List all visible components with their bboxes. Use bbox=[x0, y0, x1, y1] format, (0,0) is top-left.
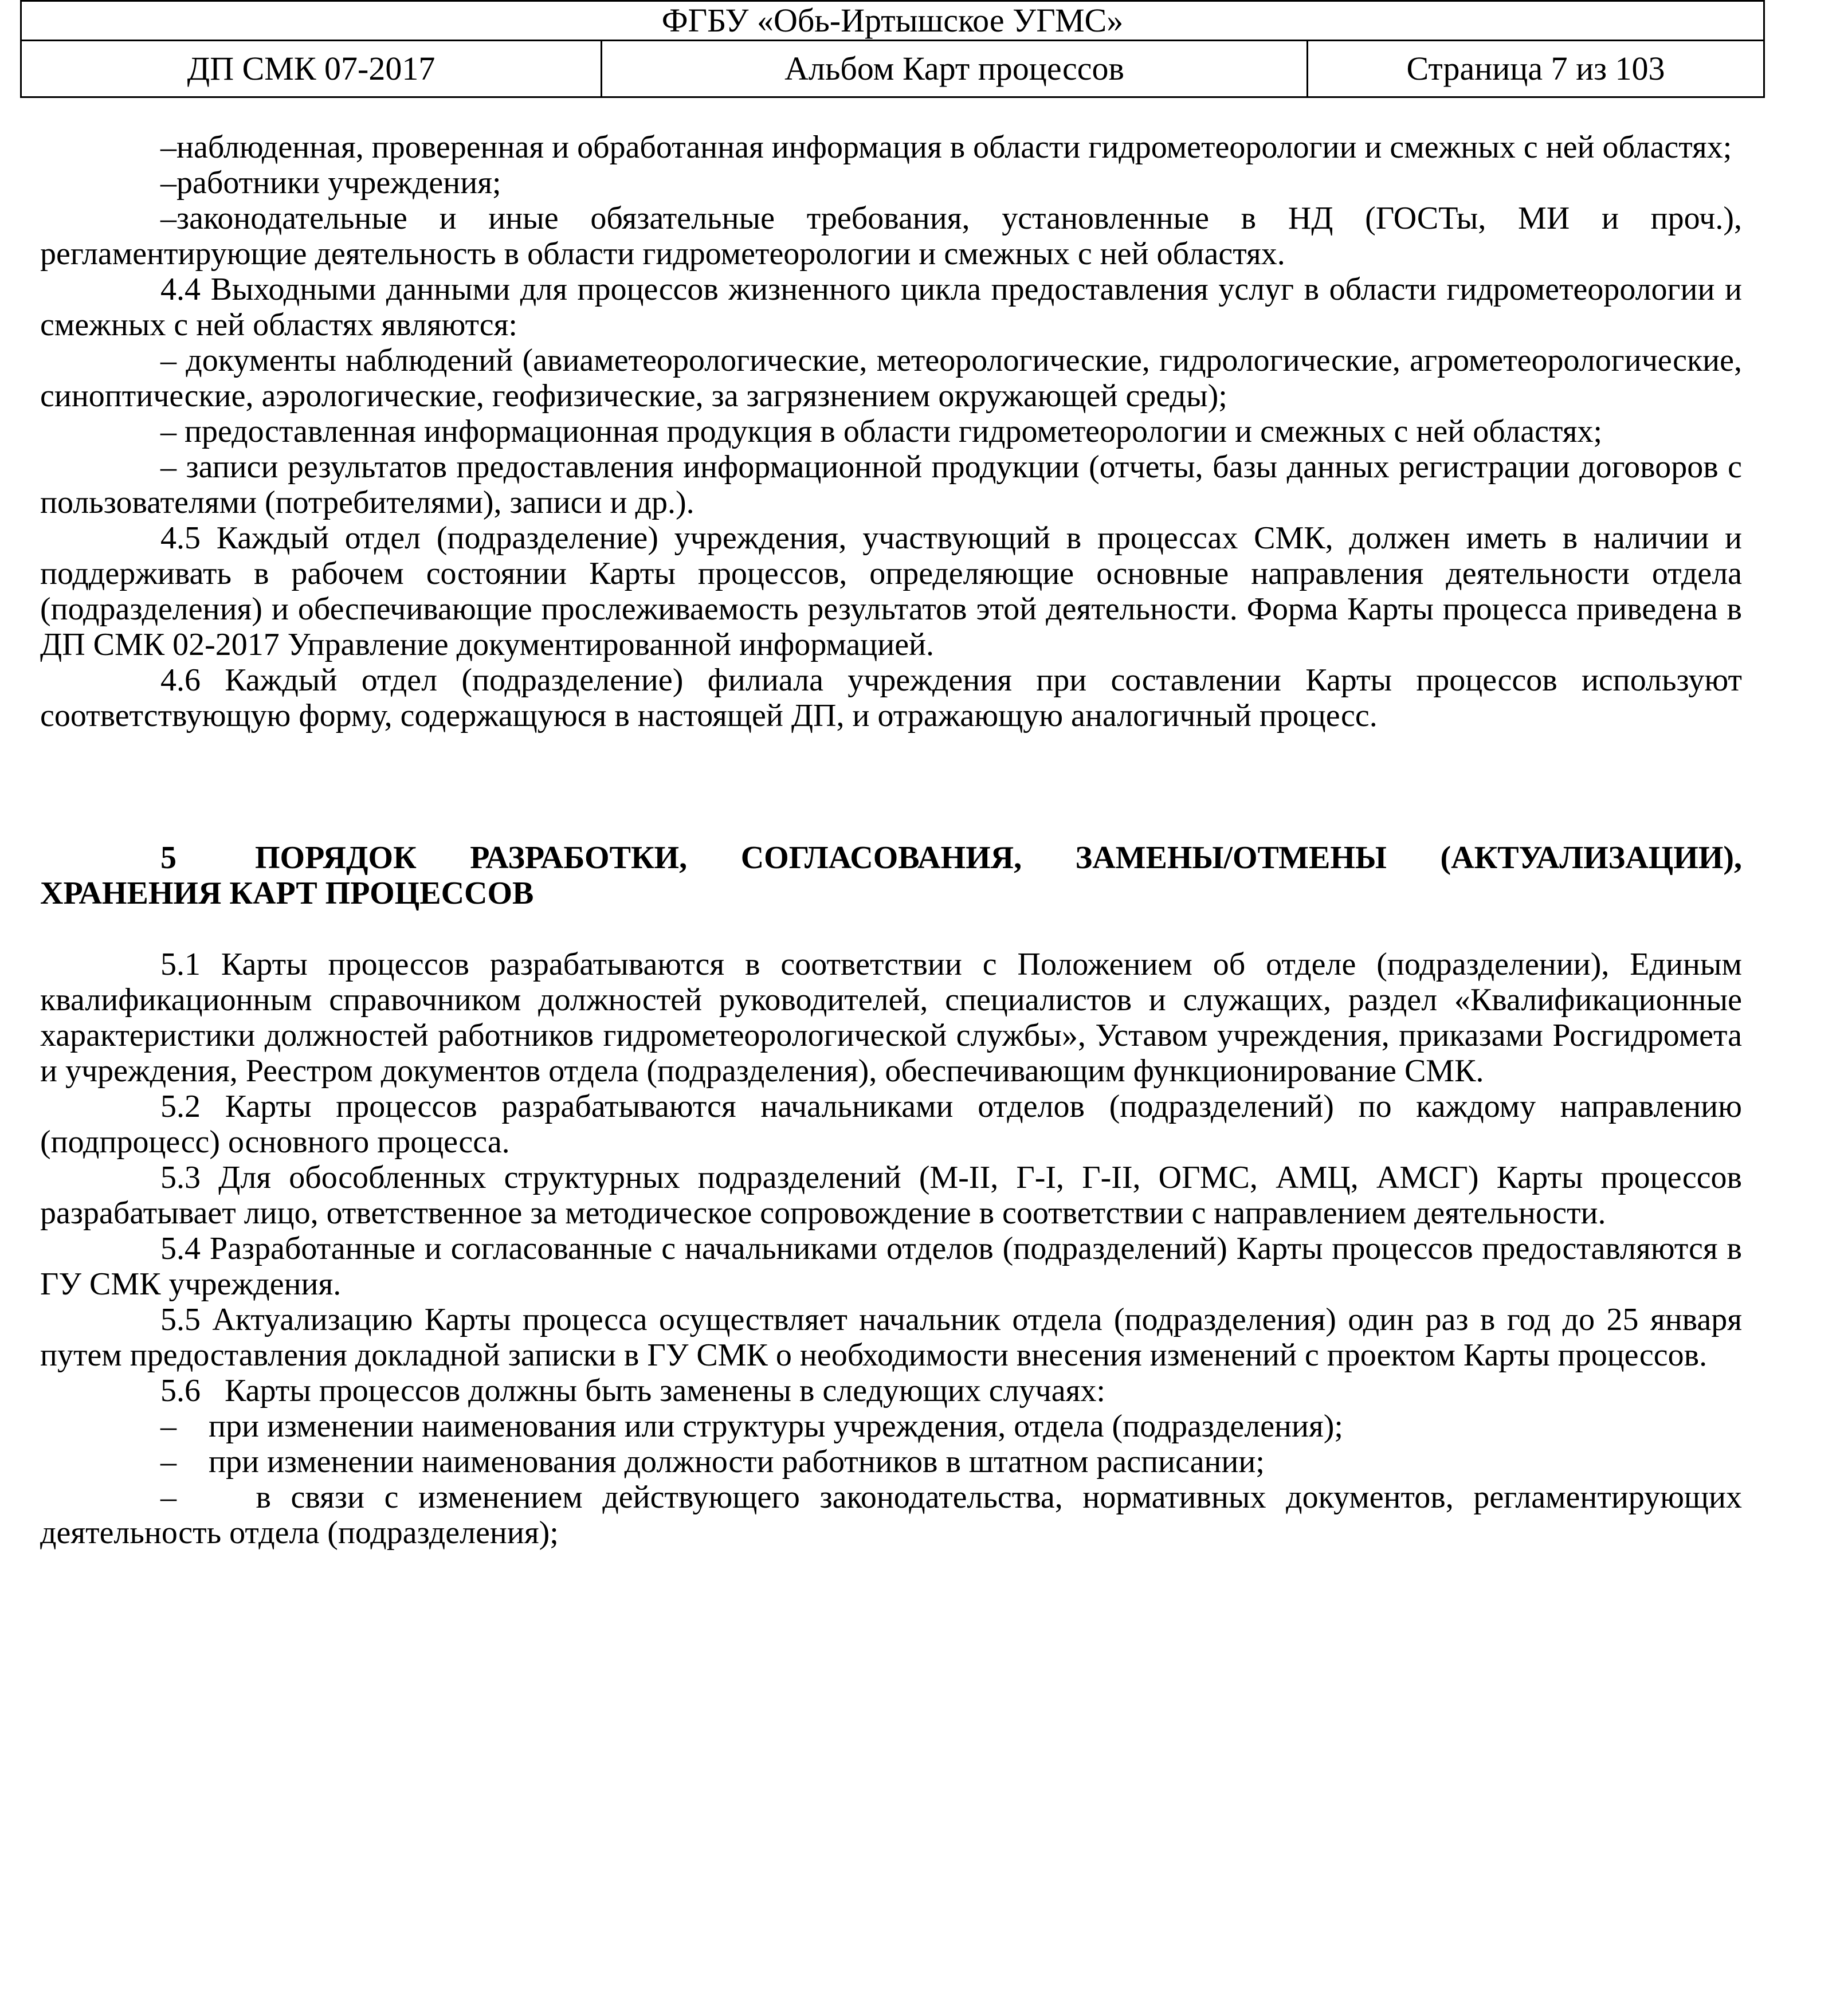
section-number: 5 bbox=[160, 840, 176, 876]
paragraph-4-5: 4.5 Каждый отдел (подразделение) учреждения, участвующий в процессах СМК, должен иметь в наличии и поддерживать в рабочем состоянии Карты процессов, определяющие основные направления деятельности отдела (подразделения) и обеспечивающие прослеживаемость результатов этой деятельности. Форма Карты процесса приведена в ДП СМК 02-2017 Управление документированной информацией. bbox=[40, 520, 1742, 662]
document-title: Альбом Карт процессов bbox=[602, 41, 1308, 96]
page-number: Страница 7 из 103 bbox=[1406, 50, 1665, 87]
list-item: –наблюденная, проверенная и обработанная информация в области гидрометеорологии и смежных с ней областях; bbox=[160, 130, 1732, 165]
section-5-heading bbox=[40, 840, 1742, 911]
document-body bbox=[40, 130, 1750, 1551]
list-item: – при изменении наименования должности работников в штатном расписании; bbox=[160, 1444, 1265, 1480]
organization-name: ФГБУ «Обь-Иртышское УГМС» bbox=[22, 2, 1763, 41]
section-title: ПОРЯДОК РАЗРАБОТКИ, СОГЛАСОВАНИЯ, ЗАМЕНЫ/ОТМЕНЫ (АКТУАЛИЗАЦИИ), ХРАНЕНИЯ КАРТ ПРОЦЕССОВ bbox=[40, 840, 1742, 911]
paragraph-5-3: 5.3 Для обособленных структурных подразделений (М-II, Г-I, Г-II, ОГМС, АМЦ, АМСГ) Карты процессов разрабатывает лицо, ответственное за методическое сопровождение в соответствии с направлением деятельности. bbox=[40, 1160, 1742, 1231]
list-item: –законодательные и иные обязательные требования, установленные в НД (ГОСТы, МИ и проч.), регламентирующие деятельность в области гидрометеорологии и смежных с ней областях. bbox=[40, 201, 1742, 272]
paragraph-4-6: 4.6 Каждый отдел (подразделение) филиала учреждения при составлении Карты процессов используют соответствующую форму, содержащуюся в настоящей ДП, и отражающую аналогичный процесс. bbox=[40, 662, 1742, 733]
list-item: – документы наблюдений (авиаметеорологические, метеорологические, гидрологические, агрометеорологические, синоптические, аэрологические, геофизические, за загрязнением окружающей среды); bbox=[40, 343, 1742, 414]
paragraph-5-4: 5.4 Разработанные и согласованные с начальниками отделов (подразделений) Карты процессов предоставляются в ГУ СМК учреждения. bbox=[40, 1231, 1742, 1302]
paragraph-5-1: 5.1 Карты процессов разрабатываются в соответствии с Положением об отделе (подразделении), Единым квалификационным справочником должностей руководителей, специалистов и служащих, раздел «Квалификационные характеристики должностей работников гидрометеорологической службы», Уставом учреждения, приказами Росгидромета и учреждения, Реестром документов отдела (подразделения), обеспечивающим функционирование СМК. bbox=[40, 947, 1742, 1089]
list-item: – в связи с изменением действующего законодательства, нормативных документов, регламентирующих деятельность отдела (подразделения); bbox=[40, 1480, 1750, 1551]
list-item: – предоставленная информационная продукция в области гидрометеорологии и смежных с ней областях; bbox=[160, 414, 1603, 449]
paragraph-5-2: 5.2 Карты процессов разрабатываются начальниками отделов (подразделений) по каждому направлению (подпроцесс) основного процесса. bbox=[40, 1089, 1742, 1160]
paragraph-4-4: 4.4 Выходными данными для процессов жизненного цикла предоставления услуг в области гидрометеорологии и смежных с ней областях являются: bbox=[40, 272, 1742, 343]
document-header-table bbox=[20, 0, 1765, 98]
paragraph-5-6: 5.6 Карты процессов должны быть заменены в следующих случаях: bbox=[160, 1373, 1105, 1408]
list-item: – записи результатов предоставления информационной продукции (отчеты, базы данных регистрации договоров с пользователями (потребителями), записи и др.). bbox=[40, 449, 1742, 520]
header-row bbox=[22, 41, 1763, 96]
list-item: –работники учреждения; bbox=[160, 165, 501, 201]
document-code: ДП СМК 07-2017 bbox=[22, 41, 602, 96]
paragraph-5-5: 5.5 Актуализацию Карты процесса осуществляет начальник отдела (подразделения) один раз в год до 25 января путем предоставления докладной записки в ГУ СМК о необходимости внесения изменений с проектом Карты процессов. bbox=[40, 1302, 1742, 1373]
list-item: – при изменении наименования или структуры учреждения, отдела (подразделения); bbox=[160, 1408, 1343, 1444]
